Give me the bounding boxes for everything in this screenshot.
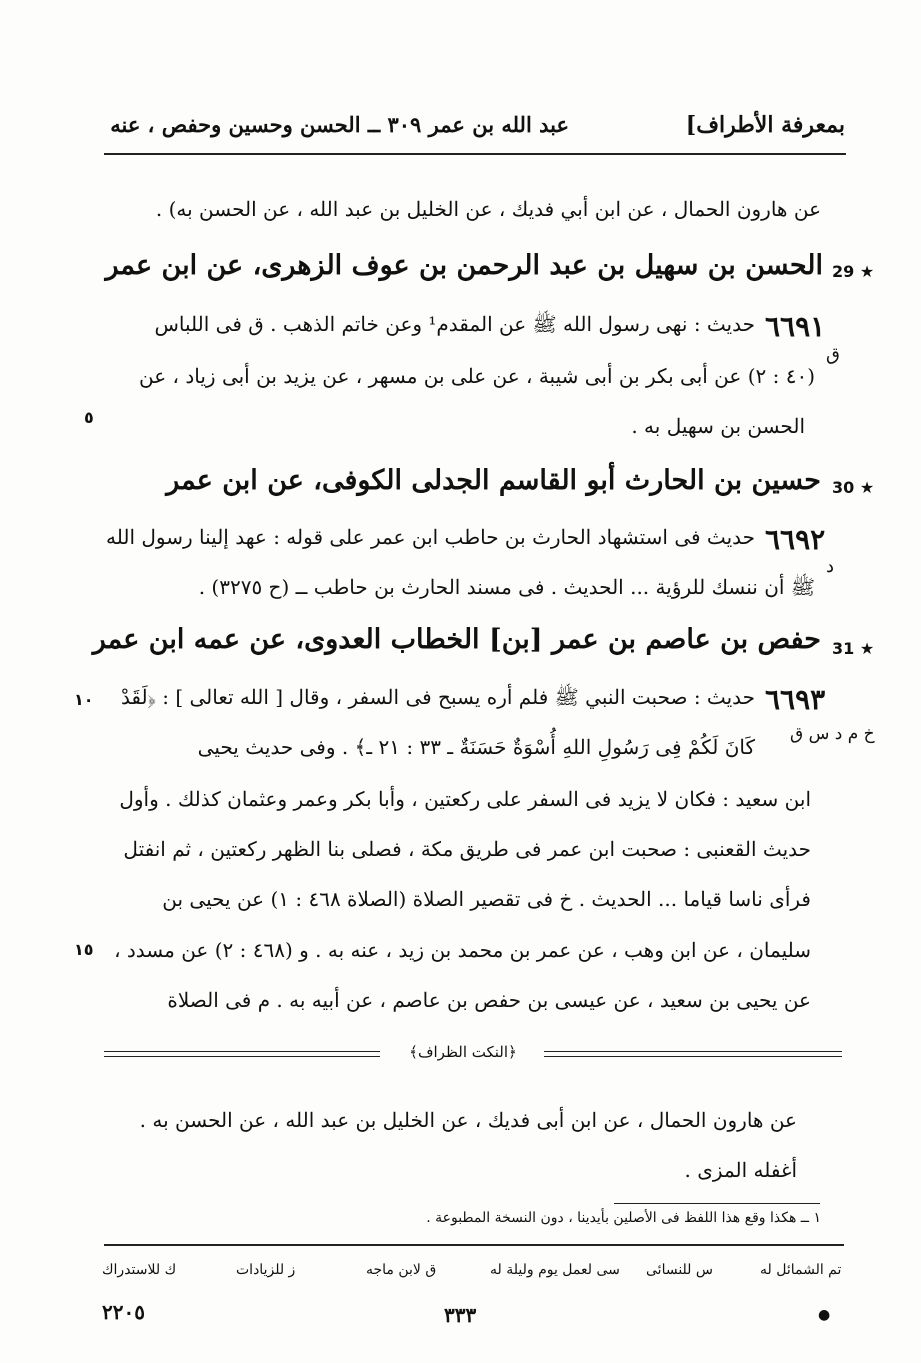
entry-30-line-2: ﷺ أن ننسك للرؤية ... الحديث . فى مسند الحارث بن حاطب ــ (ح ٣٢٧٥) . <box>198 575 815 599</box>
legend-item-ziyadat: ز للزيادات <box>236 1262 296 1278</box>
footnote-rule <box>614 1203 820 1204</box>
footnote: ١ ــ هكذا وقع هذا اللفظ فى الأصلين بأيدينا ، دون النسخة المطبوعة . <box>426 1210 821 1226</box>
entry-29-title: الحسن بن سهيل بن عبد الرحمن بن عوف الزهرى، عن ابن عمر <box>105 250 823 281</box>
running-head-left: بمعرفة الأطراف] <box>685 112 845 138</box>
nukat-rule-left <box>104 1051 380 1057</box>
running-head-center: عبد الله بن عمر ٣٠٩ ــ الحسن وحسين وحفص ، عنه <box>110 112 569 137</box>
legend-item-ibn-majah: ق لابن ماجه <box>366 1262 437 1278</box>
entry-31-line-5: فرأى ناسا قياما ... الحديث . خ فى تقصير الصلاة (الصلاة ٤٦٨ : ١) عن يحيى بن <box>162 887 811 911</box>
entry-31-line-7: عن يحيى بن سعيد ، عن عيسى بن حفص بن عاصم ، عن أبيه به . م فى الصلاة <box>167 988 811 1012</box>
footer-bullet: ● <box>818 1307 831 1323</box>
entry-30-code: د <box>826 556 835 577</box>
entry-30-marker: 30 ★ <box>832 478 875 497</box>
entry-29-number: ٦٦٩١ <box>765 310 826 343</box>
entry-30-line-1: حديث فى استشهاد الحارث بن حاطب ابن عمر على قوله : عهد إلينا رسول الله <box>106 525 755 549</box>
entry-30-title: حسين بن الحارث أبو القاسم الجدلى الكوفى، عن ابن عمر <box>166 465 821 496</box>
volume-number: ٢٢٠٥ <box>102 1300 145 1324</box>
nukat-line-2: أغفله المزى . <box>684 1158 797 1182</box>
entry-31-marker: 31 ★ <box>832 639 875 658</box>
nukat-line-1: عن هارون الحمال ، عن ابن أبى فديك ، عن الخليل بن عبد الله ، عن الحسن به . <box>139 1108 797 1132</box>
nukat-title: ﴿النكت الظراف﴾ <box>409 1043 517 1061</box>
margin-number-15: ١٥ <box>74 940 94 959</box>
entry-31-title: حفص بن عاصم بن عمر [بن] الخطاب العدوى، عن عمه ابن عمر <box>92 624 821 655</box>
nukat-rule-right <box>544 1051 842 1057</box>
page-number: ٣٣٣ <box>444 1303 477 1327</box>
legend-item-nasai: س للنسائى <box>646 1262 713 1278</box>
entry-30-number: ٦٦٩٢ <box>765 523 826 556</box>
margin-number-10: ١٠ <box>74 690 94 709</box>
legend-rule <box>104 1244 844 1246</box>
legend-item-amal-yawm: سى لعمل يوم وليلة له <box>490 1262 620 1278</box>
entry-31-code: خ م د س ق <box>790 724 875 744</box>
entry-31-line-2: كَانَ لَكُمْ فِى رَسُولِ اللهِ أُسْوَةٌ حَسَنَةٌ ـ ٣٣ : ٢١ ـ﴾ . وفى حديث يحيى <box>197 735 755 759</box>
legend-item-shamail: تم الشمائل له <box>760 1262 842 1278</box>
entry-31-number: ٦٦٩٣ <box>765 683 826 716</box>
entry-31-line-3: ابن سعيد : فكان لا يزيد فى السفر على ركعتين ، وأبا بكر وعمر وعثمان كذلك . وأول <box>119 787 811 811</box>
entry-29-code: ق <box>826 344 840 365</box>
legend-item-istidrak: ك للاستدراك <box>102 1262 177 1278</box>
carry-line: عن هارون الحمال ، عن ابن أبي فديك ، عن الخليل بن عبد الله ، عن الحسن به) . <box>155 197 821 221</box>
entry-29-line-1: حديث : نهى رسول الله ﷺ عن المقدم¹ وعن خاتم الذهب . ق فى اللباس <box>154 312 755 336</box>
margin-number-5: ٥ <box>84 408 94 427</box>
entry-31-line-1: حديث : صحبت النبي ﷺ فلم أره يسبح فى السفر ، وقال [ الله تعالى ] : ﴿لَقَدْ <box>120 685 755 709</box>
entry-29-line-2: (٤٠ : ٢) عن أبى بكر بن أبى شيبة ، عن على بن مسهر ، عن يزيد بن أبى زياد ، عن <box>139 364 815 388</box>
entry-31-line-4: حديث القعنبى : صحبت ابن عمر فى طريق مكة ، فصلى بنا الظهر ركعتين ، ثم انفتل <box>123 837 811 861</box>
header-rule <box>104 153 846 155</box>
entry-31-line-6: سليمان ، عن ابن وهب ، عن عمر بن محمد بن زيد ، عنه به . و (٤٦٨ : ٢) عن مسدد ، <box>114 938 811 962</box>
entry-29-line-3: الحسن بن سهيل به . <box>631 414 805 438</box>
entry-29-marker: 29 ★ <box>832 262 875 281</box>
